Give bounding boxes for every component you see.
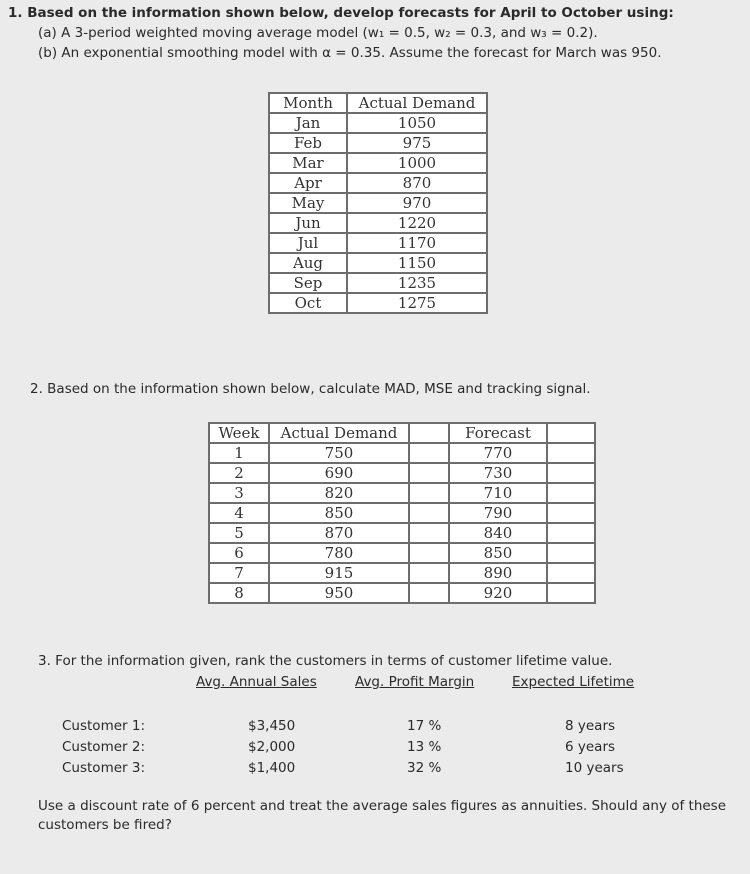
table-row: [269, 233, 487, 253]
customer-lifetime: 6 years: [565, 739, 616, 755]
header-avg-profit-margin: Avg. Profit Margin: [355, 674, 475, 690]
table-row: [209, 503, 595, 523]
week-cell: 7: [209, 563, 269, 583]
actual-cell: 950: [269, 583, 409, 603]
question-1-title: 1. Based on the information shown below, develop forecasts for April to October using:: [8, 5, 674, 21]
week-cell: 4: [209, 503, 269, 523]
empty-cell: [547, 483, 595, 503]
forecast-cell: 770: [449, 443, 547, 463]
week-cell: 3: [209, 483, 269, 503]
customer-name: Customer 3:: [62, 760, 146, 776]
table-row: [209, 483, 595, 503]
table-row: [209, 463, 595, 483]
customer-name: Customer 2:: [62, 739, 146, 755]
empty-cell: [409, 563, 449, 583]
customer-lifetime: 10 years: [565, 760, 624, 776]
demand-cell: 970: [347, 193, 487, 213]
table-row: [209, 523, 595, 543]
header-avg-annual-sales: Avg. Annual Sales: [196, 674, 317, 690]
table-header-row: [269, 93, 487, 113]
empty-cell: [409, 483, 449, 503]
empty-cell: [409, 423, 449, 443]
customer-margin: 13 %: [407, 739, 442, 755]
forecast-cell: 730: [449, 463, 547, 483]
month-cell: Aug: [269, 253, 347, 273]
table-row: [269, 273, 487, 293]
actual-cell: 690: [269, 463, 409, 483]
week-cell: 5: [209, 523, 269, 543]
week-cell: 1: [209, 443, 269, 463]
table-row: [269, 153, 487, 173]
table-header-row: [209, 423, 595, 443]
forecast-cell: 890: [449, 563, 547, 583]
header-actual-demand: Actual Demand: [269, 423, 409, 443]
actual-cell: 850: [269, 503, 409, 523]
forecast-cell: 850: [449, 543, 547, 563]
question-3-note: Use a discount rate of 6 percent and treat the average sales figures as annuities. Should any of these customers be fired?: [38, 798, 727, 833]
empty-cell: [547, 563, 595, 583]
month-cell: Jul: [269, 233, 347, 253]
month-cell: Feb: [269, 133, 347, 153]
customer-margin: 32 %: [407, 760, 442, 776]
demand-cell: 1050: [347, 113, 487, 133]
customer-lifetime: 8 years: [565, 718, 616, 734]
customer-sales: $1,400: [248, 760, 296, 776]
demand-cell: 1275: [347, 293, 487, 313]
question-1-part-a: (a) A 3-period weighted moving average model (w₁ = 0.5, w₂ = 0.3, and w₃ = 0.2).: [38, 25, 598, 41]
header-forecast: Forecast: [449, 423, 547, 443]
question-3-title: 3. For the information given, rank the customers in terms of customer lifetime value.: [38, 653, 613, 669]
table-row: [269, 173, 487, 193]
demand-cell: 1170: [347, 233, 487, 253]
weekly-forecast-table: [208, 422, 596, 604]
customer-name: Customer 1:: [62, 718, 146, 734]
customer-sales: $3,450: [248, 718, 296, 734]
empty-cell: [409, 523, 449, 543]
monthly-demand-table: [268, 92, 488, 314]
table-row: [209, 543, 595, 563]
week-cell: 8: [209, 583, 269, 603]
actual-cell: 915: [269, 563, 409, 583]
month-cell: Jun: [269, 213, 347, 233]
empty-cell: [547, 583, 595, 603]
empty-cell: [547, 463, 595, 483]
table-row: [209, 563, 595, 583]
question-2-title: 2. Based on the information shown below, calculate MAD, MSE and tracking signal.: [30, 381, 591, 397]
week-cell: 6: [209, 543, 269, 563]
week-cell: 2: [209, 463, 269, 483]
actual-cell: 750: [269, 443, 409, 463]
month-cell: Oct: [269, 293, 347, 313]
header-month: Month: [269, 93, 347, 113]
table-row: [269, 253, 487, 273]
header-week: Week: [209, 423, 269, 443]
demand-cell: 1220: [347, 213, 487, 233]
empty-cell: [547, 503, 595, 523]
month-cell: Sep: [269, 273, 347, 293]
table-row: [269, 213, 487, 233]
month-cell: Jan: [269, 113, 347, 133]
actual-cell: 870: [269, 523, 409, 543]
table-row: [269, 193, 487, 213]
forecast-cell: 840: [449, 523, 547, 543]
table-row: [269, 113, 487, 133]
actual-cell: 820: [269, 483, 409, 503]
forecast-cell: 920: [449, 583, 547, 603]
question-1-part-b: (b) An exponential smoothing model with α = 0.35. Assume the forecast for March was 950.: [38, 45, 662, 61]
header-actual-demand: Actual Demand: [347, 93, 487, 113]
empty-cell: [547, 543, 595, 563]
table-row: [209, 583, 595, 603]
demand-cell: 1150: [347, 253, 487, 273]
forecast-cell: 710: [449, 483, 547, 503]
empty-cell: [409, 583, 449, 603]
customer-sales: $2,000: [248, 739, 296, 755]
table-row: [269, 293, 487, 313]
demand-cell: 975: [347, 133, 487, 153]
demand-cell: 1000: [347, 153, 487, 173]
month-cell: Mar: [269, 153, 347, 173]
month-cell: Apr: [269, 173, 347, 193]
table-row: [269, 133, 487, 153]
empty-cell: [409, 503, 449, 523]
empty-cell: [547, 443, 595, 463]
month-cell: May: [269, 193, 347, 213]
empty-cell: [409, 463, 449, 483]
demand-cell: 1235: [347, 273, 487, 293]
empty-cell: [547, 423, 595, 443]
customer-margin: 17 %: [407, 718, 442, 734]
actual-cell: 780: [269, 543, 409, 563]
forecast-cell: 790: [449, 503, 547, 523]
demand-cell: 870: [347, 173, 487, 193]
header-expected-lifetime: Expected Lifetime: [512, 674, 635, 690]
empty-cell: [409, 543, 449, 563]
empty-cell: [409, 443, 449, 463]
table-row: [209, 443, 595, 463]
empty-cell: [547, 523, 595, 543]
